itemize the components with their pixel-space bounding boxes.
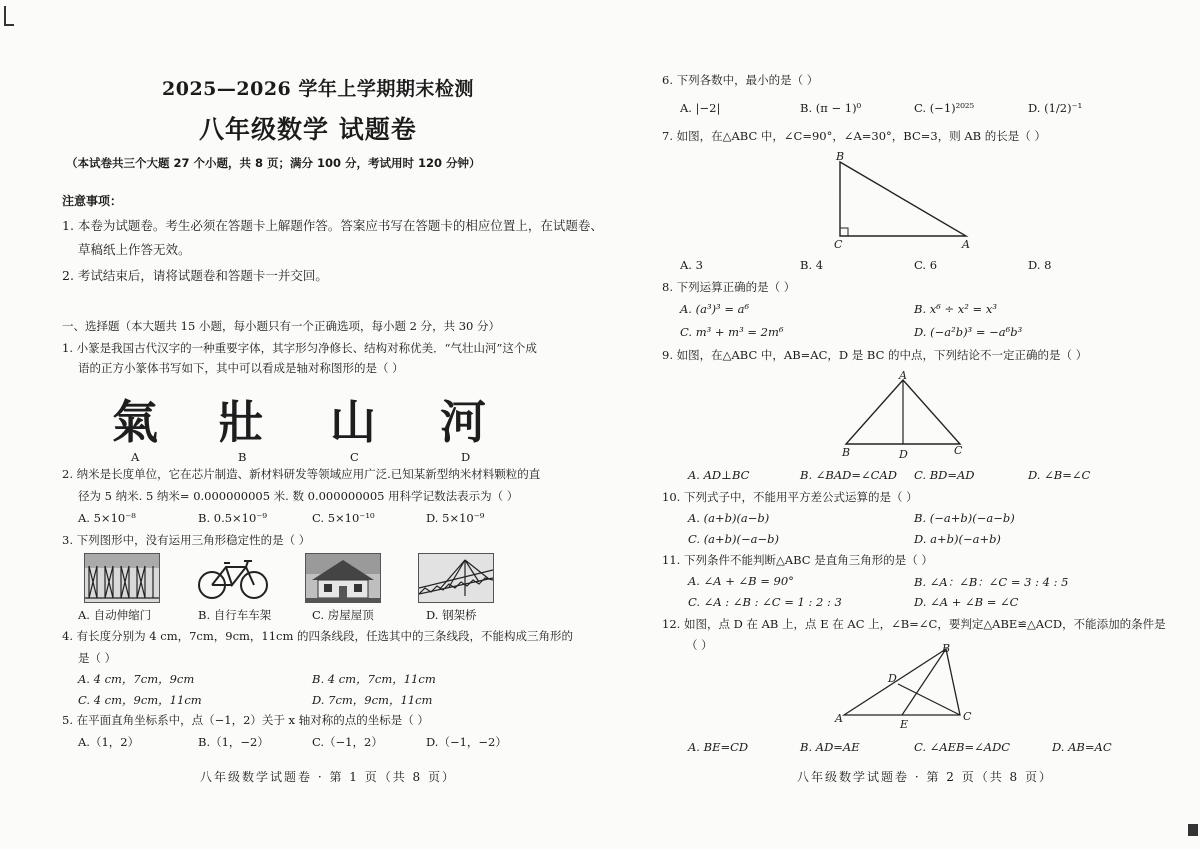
q2-option-d: D. 5×10⁻⁹ <box>426 511 485 525</box>
q12-option-c: C. ∠AEB=∠ADC <box>914 740 1011 754</box>
q4-option-d: D. 7cm，9cm，11cm <box>312 693 433 707</box>
corner-mark-bottom-right <box>1188 824 1198 836</box>
q10-option-a: A. (a+b)(a−b) <box>688 511 770 525</box>
q2-option-b: B. 0.5×10⁻⁹ <box>198 511 267 525</box>
question-7: 7. 如图，在△ABC 中，∠C=90°，∠A=30°，BC=3，则 AB 的长是（ ） <box>662 129 1046 143</box>
q10-option-d: D. a+b)(−a+b) <box>914 532 1001 546</box>
q11-option-a: A. ∠A + ∠B = 90° <box>688 574 794 588</box>
question-12-line-2: （ ） <box>686 638 713 652</box>
bicycle-photo <box>196 553 270 601</box>
q7-option-a: A. 3 <box>680 258 703 272</box>
note-1-line-1: 1. 本卷为试题卷。考生必须在答题卡上解题作答。答案应书写在答题卡的相应位置上，在试题卷、 <box>62 218 603 233</box>
q4-option-a: A. 4 cm，7cm，9cm <box>78 672 195 686</box>
q9-label-d: D <box>899 448 908 460</box>
q9-option-c: C. BD=AD <box>914 468 975 482</box>
question-9: 9. 如图，在△ABC 中，AB=AC，D 是 BC 的中点，下列结论不一定正确的是（ ） <box>662 348 1088 362</box>
seal-glyph-b: 壯 <box>218 395 264 449</box>
seal-glyph-d: 河 <box>440 395 486 449</box>
exam-info: （本试卷共三个大题 27 个小题，共 8 页；满分 100 分，考试用时 120 分钟） <box>66 156 481 170</box>
q6-option-c: C. (−1)²⁰²⁵ <box>914 101 975 115</box>
note-2: 2. 考试结束后，请将试题卷和答题卡一并交回。 <box>62 268 328 283</box>
glyph-label-a: A <box>131 450 140 464</box>
q9-option-b: B. ∠BAD=∠CAD <box>800 468 897 482</box>
q9-label-c: C <box>954 444 963 457</box>
question-10: 10. 下列式子中，不能用平方差公式运算的是（ ） <box>662 490 918 504</box>
q12-option-b: B. AD=AE <box>800 740 860 754</box>
left-page-footer: 八年级数学试题卷 · 第 1 页（共 8 页） <box>200 770 456 784</box>
question-3: 3. 下列图形中，没有运用三角形稳定性的是（ ） <box>62 533 311 547</box>
q7-label-c: C <box>834 238 843 251</box>
seal-glyph-a: 氣 <box>112 395 158 449</box>
q7-option-c: C. 6 <box>914 258 938 272</box>
q6-option-d: D. (1/2)⁻¹ <box>1028 101 1083 115</box>
note-1-line-2: 草稿纸上作答无效。 <box>78 242 191 257</box>
right-page-footer: 八年级数学试题卷 · 第 2 页（共 8 页） <box>797 770 1053 784</box>
question-1-line-1: 1. 小篆是我国古代汉字的一种重要字体，其字形匀净修长、结构对称优美．“气壮山河”这个成 <box>62 341 537 355</box>
q7-option-b: B. 4 <box>800 258 824 272</box>
question-4-line-1: 4. 有长度分别为 4 cm，7cm，9cm，11cm 的四条线段，任选其中的三条线段，不能构成三角形的 <box>62 629 574 643</box>
q9-label-a: A <box>899 370 907 382</box>
q5-option-b: B.（1，−2） <box>198 735 269 749</box>
question-8: 8. 下列运算正确的是（ ） <box>662 280 796 294</box>
q8-option-d: D. (−a²b)³ = −a⁶b³ <box>914 325 1023 339</box>
q7-label-a: A <box>962 238 970 251</box>
q3-option-a: A. 自动伸缩门 <box>78 608 152 622</box>
question-4-line-2: 是（ ） <box>78 651 117 665</box>
glyph-label-c: C <box>350 450 359 464</box>
q10-option-b: B. (−a+b)(−a−b) <box>914 511 1015 525</box>
seal-glyph-c: 山 <box>330 395 376 449</box>
exam-title: 2025—2026 学年上学期期末检测 <box>162 78 474 100</box>
q12-triangle-figure <box>830 640 980 732</box>
steel-bridge-photo <box>418 553 494 603</box>
q8-option-c: C. m³ + m³ = 2m⁶ <box>680 325 784 339</box>
q8-option-a: A. (a³)³ = a⁶ <box>680 302 750 316</box>
q6-option-a: A. |−2| <box>680 101 721 115</box>
question-11: 11. 下列条件不能判断△ABC 是直角三角形的是（ ） <box>662 553 933 567</box>
q12-label-e: E <box>900 718 909 731</box>
q9-option-a: A. AD⊥BC <box>688 468 750 482</box>
q9-triangle-figure <box>836 370 968 460</box>
q3-option-c: C. 房屋屋顶 <box>312 608 374 622</box>
q7-label-b: B <box>836 150 845 163</box>
q12-option-a: A. BE=CD <box>688 740 749 754</box>
q7-triangle-figure <box>826 150 976 252</box>
q12-label-b: B <box>942 642 951 655</box>
question-12-line-1: 12. 如图，点 D 在 AB 上，点 E 在 AC 上，∠B=∠C，要判定△ABE≌△ACD，不能添加的条件是 <box>662 617 1166 631</box>
glyph-label-b: B <box>238 450 247 464</box>
exam-subtitle: 八年级数学 试题卷 <box>199 115 417 144</box>
question-5: 5. 在平面直角坐标系中，点（−1，2）关于 x 轴对称的点的坐标是（ ） <box>62 713 429 727</box>
q12-label-a: A <box>835 712 843 725</box>
telescopic-gate-photo <box>84 553 160 603</box>
q7-option-d: D. 8 <box>1028 258 1052 272</box>
q6-option-b: B. (π − 1)⁰ <box>800 101 862 115</box>
q11-option-d: D. ∠A + ∠B = ∠C <box>914 595 1019 609</box>
q4-option-b: B. 4 cm，7cm，11cm <box>312 672 436 686</box>
q11-option-b: B. ∠A：∠B：∠C = 3 : 4 : 5 <box>914 575 1069 589</box>
q9-option-d: D. ∠B=∠C <box>1028 468 1091 482</box>
q5-option-a: A.（1，2） <box>78 735 140 749</box>
house-photo <box>305 553 381 603</box>
section-1-heading: 一、选择题（本大题共 15 小题，每小题只有一个正确选项，每小题 2 分，共 30 分） <box>62 319 501 333</box>
q12-label-c: C <box>963 710 972 723</box>
q5-option-d: D.（−1，−2） <box>426 735 507 749</box>
q3-option-b: B. 自行车车架 <box>198 608 272 622</box>
corner-mark-top-left <box>4 6 6 26</box>
question-2-line-1: 2. 纳米是长度单位，它在芯片制造、新材料研发等领域应用广泛.已知某新型纳米材料颗粒的直 <box>62 467 541 481</box>
q11-option-c: C. ∠A : ∠B : ∠C = 1 : 2 : 3 <box>688 595 842 609</box>
corner-mark-top-left-h <box>4 24 14 26</box>
q8-option-b: B. x⁶ ÷ x² = x³ <box>914 302 997 316</box>
question-1-line-2: 语的正方小篆体书写如下，其中可以看成是轴对称图形的是（ ） <box>78 361 404 375</box>
glyph-label-d: D <box>461 450 471 464</box>
q12-option-d: D. AB=AC <box>1052 740 1112 754</box>
notes-heading: 注意事项： <box>62 194 123 208</box>
q9-label-b: B <box>842 446 851 459</box>
q4-option-c: C. 4 cm，9cm，11cm <box>78 693 202 707</box>
q2-option-a: A. 5×10⁻⁸ <box>78 511 136 525</box>
question-6: 6. 下列各数中，最小的是（ ） <box>662 73 819 87</box>
q2-option-c: C. 5×10⁻¹⁰ <box>312 511 375 525</box>
q5-option-c: C.（−1，2） <box>312 735 383 749</box>
q12-label-d: D <box>888 672 897 685</box>
q10-option-c: C. (a+b)(−a−b) <box>688 532 779 546</box>
q3-option-d: D. 钢架桥 <box>426 608 477 622</box>
question-2-line-2: 径为 5 纳米. 5 纳米= 0.000000005 米. 数 0.000000005 用科学记数法表示为（ ） <box>78 489 519 503</box>
